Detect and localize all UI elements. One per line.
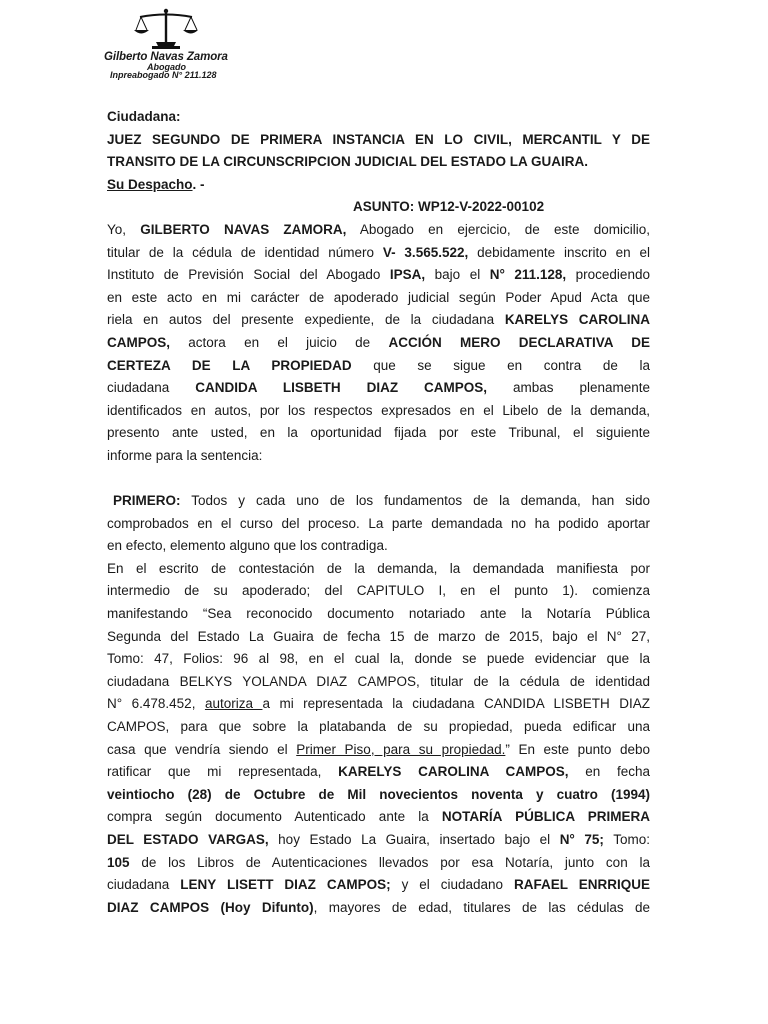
text-run: N° 75; xyxy=(559,832,604,847)
text-run: LENY LISETT DIAZ CAMPOS; xyxy=(180,877,391,893)
text-run: N° 211.128, xyxy=(489,267,567,283)
text-run: ratificar que mi representada, xyxy=(107,764,339,780)
p3-line-1: En el escrito de contestación de la demanda, la demandada manifiesta por xyxy=(107,560,650,576)
p2-line-2: comprobados en el curso del proceso. La parte demandada no ha podido aportar xyxy=(107,515,650,531)
p3-line-12 xyxy=(107,806,650,829)
text-run: procediendo xyxy=(566,267,650,283)
text-run: compra según documento Autenticado ante la xyxy=(107,809,442,825)
text-run: V- 3.565.522, xyxy=(382,244,469,260)
text-run: ciudadana xyxy=(107,380,196,396)
addressee-line-2: TRANSITO DE LA CIRCUNSCRIPCION JUDICIAL DEL ESTADO LA GUAIRA. xyxy=(107,154,589,170)
text-run: Instituto de Previsión Social del Abogado xyxy=(107,267,390,283)
text-run: 105 xyxy=(107,854,130,870)
text-run: CERTEZA DE LA PROPIEDAD xyxy=(107,357,352,373)
text-run: , mayores de edad, titulares de las cédulas de xyxy=(313,899,650,915)
p3-line-3: manifestando “Sea reconocido documento notariado ante la Notaría Pública xyxy=(107,606,650,622)
text-run: CAMPOS, xyxy=(107,334,171,350)
p3-line-7 xyxy=(107,693,650,716)
p1-line-9: identificados en autos, por los respectos expresados en el Libelo de la demanda, xyxy=(107,402,650,418)
p1-line-8 xyxy=(107,377,650,400)
text-run: ACCIÓN MERO DECLARATIVA DE xyxy=(388,334,650,350)
document-body xyxy=(107,106,650,919)
text-run: y el ciudadano xyxy=(390,877,515,893)
p1-line-6 xyxy=(107,332,650,355)
p3-line-8: CAMPOS, para que sobre la platabanda de su propiedad, pueda edificar una xyxy=(107,719,650,735)
text-run: autoriza xyxy=(204,696,263,712)
lawyer-name: Gilberto Navas Zamora xyxy=(104,51,228,63)
p3-line-10 xyxy=(107,761,650,784)
text-run: RAFAEL ENRRIQUE xyxy=(514,877,650,893)
p3-line-16 xyxy=(107,897,650,920)
text-run: hoy Estado La Guaira, insertado bajo el xyxy=(268,832,560,847)
text-run: ” En este punto debo xyxy=(505,741,651,757)
lawyer-title: Abogado xyxy=(147,62,186,72)
scales-of-justice-icon xyxy=(134,8,198,50)
text-run: a mi representada la ciudadana CANDIDA LISBETH DIAZ xyxy=(262,696,650,712)
addressee-line-1: JUEZ SEGUNDO DE PRIMERA INSTANCIA EN LO CIVIL, MERCANTIL Y DE xyxy=(107,131,650,147)
text-run: CANDIDA LISBETH DIAZ CAMPOS, xyxy=(195,380,488,396)
text-run: en fecha xyxy=(568,764,650,780)
text-run: Tomo: xyxy=(603,832,650,847)
despacho-line xyxy=(107,174,650,197)
text-run: casa que vendría siendo el xyxy=(107,741,297,757)
text-run: bajo el xyxy=(425,267,490,283)
p3-line-6: ciudadana BELKYS YOLANDA DIAZ CAMPOS, titular de la cédula de identidad xyxy=(107,673,650,689)
p1-line-4: en este acto en mi carácter de apoderado judicial según Poder Apud Acta que xyxy=(107,289,650,305)
text-run: debidamente inscrito en el xyxy=(468,244,650,260)
p2-line-3: en efecto, elemento alguno que los contradiga. xyxy=(107,538,388,554)
p3-line-9 xyxy=(107,739,650,762)
text-run: ambas plenamente xyxy=(487,380,651,396)
text-run: IPSA, xyxy=(389,267,426,283)
text-run: que se sigue en contra de la xyxy=(351,357,650,373)
text-run: actora en el juicio de xyxy=(170,334,389,350)
text-run: Todos y cada uno de los fundamentos de la demanda, han sido xyxy=(180,493,650,509)
text-run: Yo, xyxy=(107,221,141,237)
text-run: Primer Piso, para su propiedad. xyxy=(296,741,506,757)
p3-line-4: Segunda del Estado La Guaira de fecha 15 de marzo de 2015, bajo el N° 27, xyxy=(107,628,650,644)
p1-line-3 xyxy=(107,264,650,287)
p3-line-5: Tomo: 47, Folios: 96 al 98, en el cual la, donde se puede evidenciar que la xyxy=(107,651,650,667)
p3-line-14 xyxy=(107,852,650,875)
text-run: NOTARÍA PÚBLICA PRIMERA xyxy=(441,809,650,825)
asunto-line: ASUNTO: WP12-V-2022-00102 xyxy=(353,199,545,215)
text-run: ciudadana xyxy=(107,877,181,893)
text-run: PRIMERO: xyxy=(113,493,181,509)
text-run: Abogado en ejercicio, de este domicilio, xyxy=(346,221,650,237)
letterhead xyxy=(104,51,254,80)
text-run: DEL ESTADO VARGAS, xyxy=(107,832,269,847)
text-run: riela en autos del presente expediente, de la ciudadana xyxy=(107,312,505,328)
p2-line-1 xyxy=(107,490,650,513)
text-run: de los Libros de Autenticaciones llevados por esa Notaría, junto con la xyxy=(129,854,650,870)
text-run: DIAZ CAMPOS (Hoy Difunto) xyxy=(107,899,314,915)
p3-line-2: intermedio de su apoderado; del CAPITULO I, en el punto 1). comienza xyxy=(107,583,650,599)
despacho-text: Su Despacho xyxy=(107,176,193,192)
paragraph-gap xyxy=(107,468,650,491)
despacho-suffix: . - xyxy=(192,176,205,192)
p1-line-7 xyxy=(107,355,650,378)
salutation: Ciudadana: xyxy=(107,109,181,124)
p1-line-2 xyxy=(107,242,650,265)
text-run: KARELYS CAROLINA CAMPOS, xyxy=(338,764,569,780)
p1-line-10: presento ante usted, en la oportunidad fijada por este Tribunal, el siguiente xyxy=(107,425,650,441)
text-run: GILBERTO NAVAS ZAMORA, xyxy=(140,221,347,237)
p3-line-13 xyxy=(107,829,650,852)
p1-line-5 xyxy=(107,309,650,332)
text-run: N° 6.478.452, xyxy=(107,696,205,712)
p1-line-11: informe para la sentencia: xyxy=(107,447,263,463)
lawyer-registration: Inpreabogado N° 211.128 xyxy=(110,70,217,80)
p3-line-11: veintiocho (28) de Octubre de Mil novecientos noventa y cuatro (1994) xyxy=(107,786,650,802)
p3-line-15 xyxy=(107,874,650,897)
p1-line-1 xyxy=(107,219,650,242)
text-run: KARELYS CAROLINA xyxy=(504,312,650,328)
text-run: titular de la cédula de identidad número xyxy=(107,244,383,260)
